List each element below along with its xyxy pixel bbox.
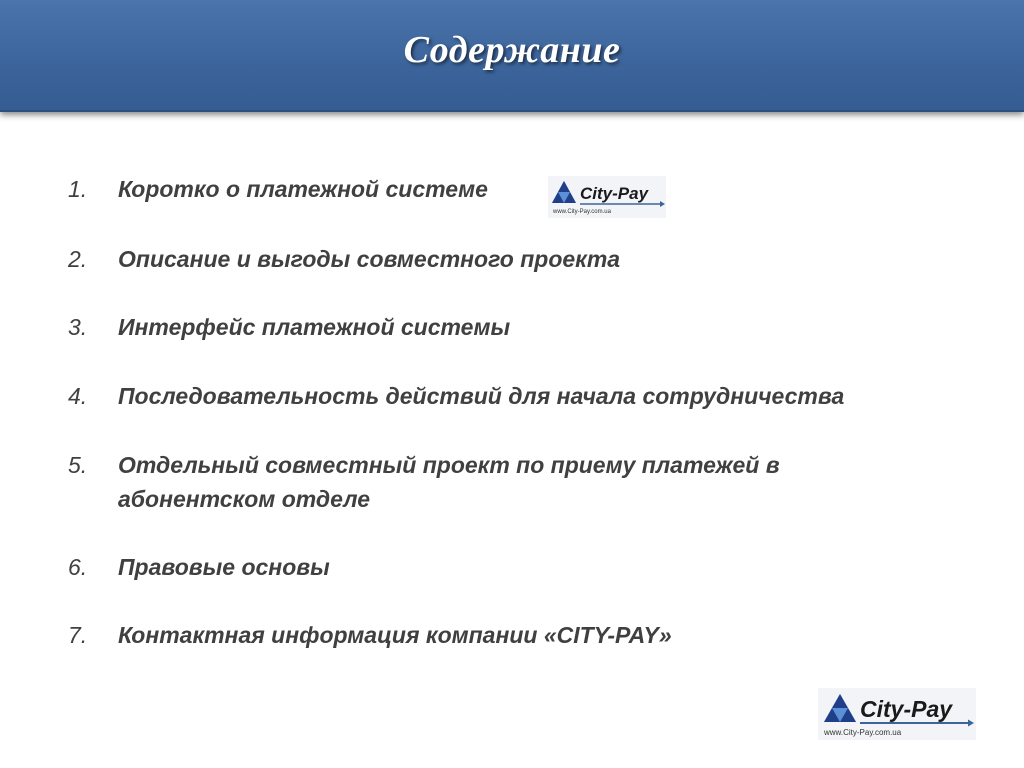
toc-text: Описание и выгоды совместного проекта xyxy=(118,246,621,272)
toc-number: 4. xyxy=(68,383,88,409)
logo-brand-text: City-Pay xyxy=(580,184,649,203)
toc-number: 3. xyxy=(68,314,88,340)
toc-text: Правовые основы xyxy=(118,554,330,580)
title-bar xyxy=(0,0,1024,112)
toc-text: Отдельный совместный проект по приему платежей в абонентском отделе xyxy=(118,452,780,512)
toc-text: Последовательность действий для начала сотрудничества xyxy=(118,383,845,409)
toc-number: 2. xyxy=(68,246,88,272)
logo-url-text: www.City-Pay.com.ua xyxy=(553,209,611,215)
toc-number: 6. xyxy=(68,554,88,580)
slide-title: Содержание xyxy=(403,29,621,71)
city-pay-logo-small xyxy=(548,176,666,218)
city-pay-logo-large xyxy=(818,688,976,740)
logo-brand-text: City-Pay xyxy=(860,696,953,722)
toc-text: Интерфейс платежной системы xyxy=(118,314,511,340)
toc-text: Коротко о платежной системе xyxy=(118,176,488,202)
logo-url-text: www.City-Pay.com.ua xyxy=(824,728,902,737)
toc-number: 7. xyxy=(68,622,88,648)
toc-text: Контактная информация компании «CITY-PAY» xyxy=(118,622,672,648)
toc-number: 5. xyxy=(68,452,88,478)
toc-number: 1. xyxy=(68,176,88,202)
